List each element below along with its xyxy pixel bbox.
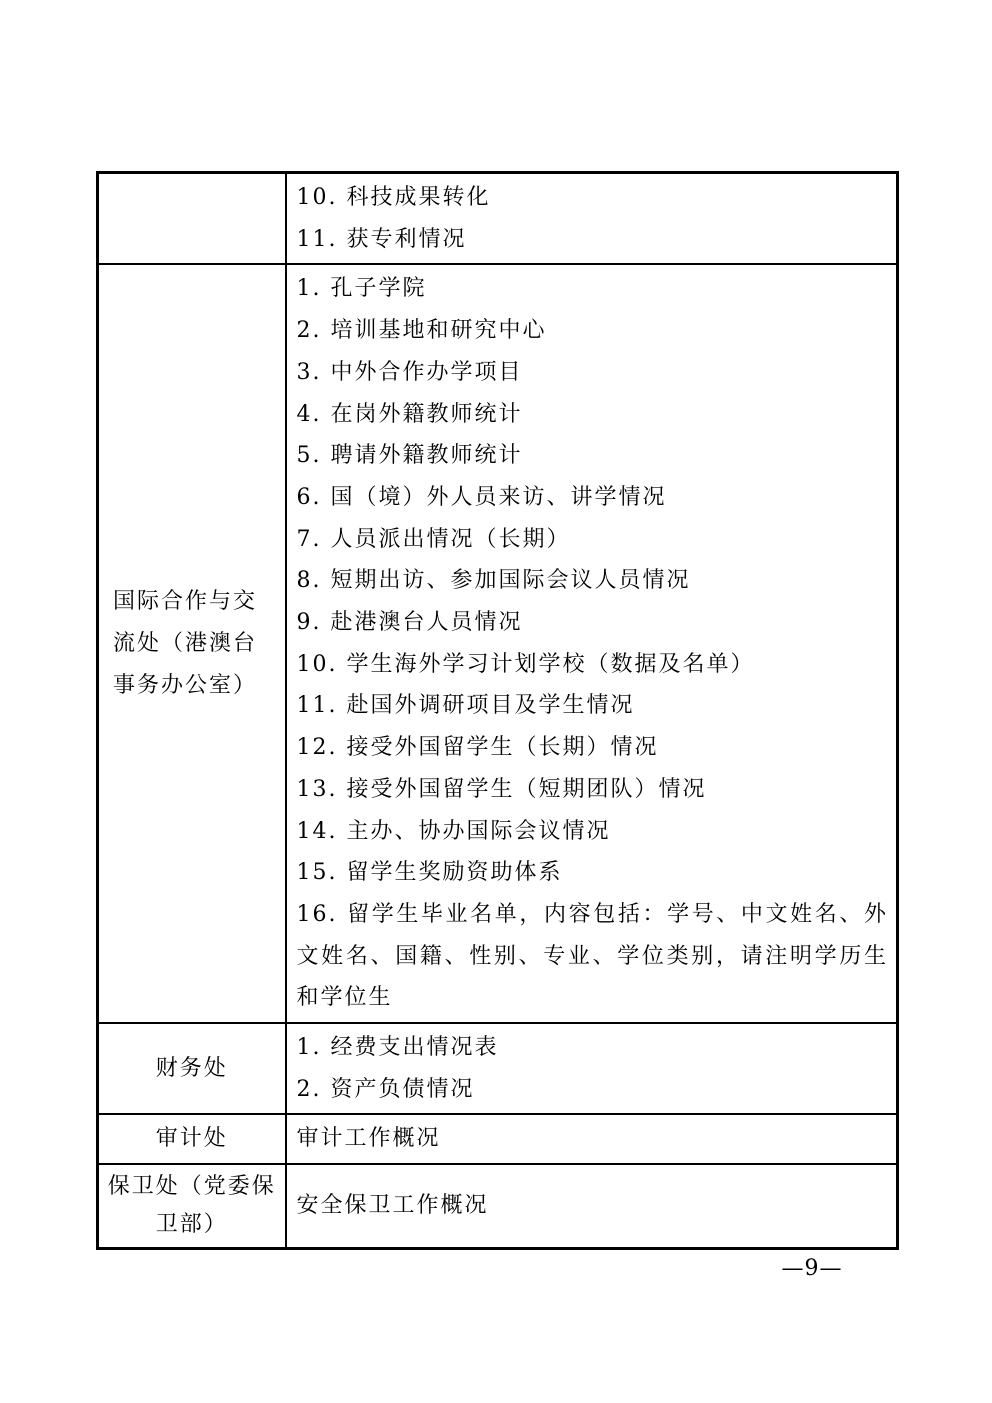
- table-row: [98, 1023, 898, 1114]
- list-item: 2. 资产负债情况: [296, 1076, 475, 1102]
- table-row: [98, 264, 898, 1023]
- list-item: 1. 孔子学院: [296, 276, 427, 302]
- list-item: 9. 赴港澳台人员情况: [296, 610, 523, 636]
- page-number: —9—: [781, 1256, 843, 1281]
- department-cell: 保卫处（党委保卫部）: [98, 1164, 286, 1248]
- table-row: [98, 1164, 898, 1248]
- list-item: 11. 获专利情况: [296, 226, 467, 252]
- department-cell: 国际合作与交流处（港澳台事务办公室）: [98, 264, 286, 1023]
- list-item: 14. 主办、协办国际会议情况: [296, 818, 611, 844]
- list-item: 审计工作概况: [296, 1126, 441, 1152]
- list-item: 2. 培训基地和研究中心: [296, 318, 547, 344]
- department-items-table: [96, 171, 899, 1250]
- list-item: 7. 人员派出情况（长期）: [296, 526, 571, 552]
- list-item: 1. 经费支出情况表: [296, 1035, 499, 1061]
- items-cell: [286, 173, 898, 265]
- list-item: 安全保卫工作概况: [296, 1193, 489, 1219]
- items-cell: [286, 1164, 898, 1248]
- table-row: [98, 1114, 898, 1164]
- list-item: 3. 中外合作办学项目: [296, 359, 523, 385]
- items-cell: [286, 1114, 898, 1164]
- items-cell: [286, 264, 898, 1023]
- department-cell: 财务处: [98, 1023, 286, 1114]
- items-cell: [286, 1023, 898, 1114]
- list-item: 13. 接受外国留学生（短期团队）情况: [296, 776, 707, 802]
- list-item: 11. 赴国外调研项目及学生情况: [296, 693, 635, 719]
- list-item: 12. 接受外国留学生（长期）情况: [296, 735, 659, 761]
- list-item: 10. 科技成果转化: [296, 185, 491, 210]
- list-item: 16. 留学生毕业名单，内容包括：学号、中文姓名、外文姓名、国籍、性别、专业、学位类别，请注明学历生和学位生: [296, 901, 888, 1011]
- list-item: 8. 短期出访、参加国际会议人员情况: [296, 568, 691, 594]
- department-cell: 审计处: [98, 1114, 286, 1164]
- list-item: 4. 在岗外籍教师统计: [296, 401, 523, 427]
- list-item: 15. 留学生奖励资助体系: [296, 860, 563, 886]
- table-row: [98, 173, 898, 265]
- list-item: 10. 学生海外学习计划学校（数据及名单）: [296, 651, 755, 677]
- list-item: 5. 聘请外籍教师统计: [296, 443, 523, 469]
- list-item: 6. 国（境）外人员来访、讲学情况: [296, 484, 667, 510]
- department-cell: [98, 173, 286, 265]
